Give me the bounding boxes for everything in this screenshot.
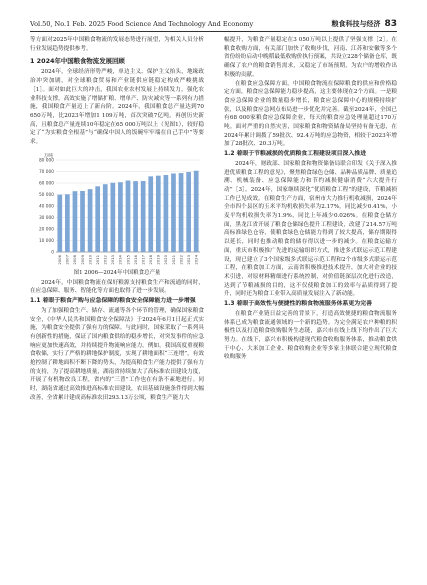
bar	[103, 184, 108, 252]
y-tick-label: 40 000	[38, 204, 54, 210]
y-tick-label: 10 000	[38, 238, 54, 244]
right-paragraph-3: 2024年，财政部、国家粮食和物资储备局联合印发《关于深入推进优质粮食工程的意见》，聚焦粮食绿色仓储、品种品质品牌、质量追溯、机械装备、应急保障能力和节约减损健康消费“六大提升行动”［3］。2024年，国家继续深化“优质粮食工程”的建设，节粮减损工作已见成效。在粮食生产方面，宿州市大力推行机收减损，2024年全市四个县区的玉米平均机收损失率为2.17%，同比减少0.41%，小麦平均机收损失率为1.9%，同比上年减少0.026%。在粮食仓储方面，黑龙江省开展了粮食仓储绿色提升工程建设，改建了214.57万吨高标准绿色仓容，使粮食绿色仓储能力得到了较大提高，储存期限得以延长，同时也推动粮食的储存得以进一步的减少。在粮食运输方面，重庆市积极推广先进的运输组织方式，推进多式联运示范工程建设，现已建立了3个国家级多式联运示范工程和2个市级多式联运示范工程，在粮食加工方面，云南省积极推进技术提升，加大对企业的技术引进，对原材料精细进行系统控制，对价值链深层次化进行改造，达到了节粮减损的目的，这不仅使粮食加工的效率与品质得到了提升，同时还为粮食工业带入高质量发展注入了新动能。	[224, 160, 397, 298]
bar	[80, 191, 85, 252]
x-tick-label: 2009	[79, 254, 85, 265]
x-tick-label: 2012	[102, 254, 108, 265]
x-tick-label: 2024	[193, 254, 199, 265]
figure-1-caption: 图1 2006—2024年中国粮食总产量	[73, 269, 161, 276]
x-tick-label: 2016	[132, 254, 138, 265]
x-tick-label: 2019	[155, 254, 161, 265]
x-tick-label: 2017	[140, 254, 146, 265]
page-header	[30, 18, 397, 30]
y-tick-label: 20 000	[38, 227, 54, 233]
right-paragraph-2: 在粮食应急保障方面，中国粮食物流在保障粮食的供应和价格稳定方面，粮食应急保障能力稳步提高，这主要体现在2个方面。一是粮食应急保障企业的数量稳步增长，粮食应急保障中心的规模持续扩张，以及粮食应急网点布局进一步优化并完善。截至2024年，全国已有68 000家粮食应急保障企业，每天的粮食应急处理量超过170万吨。面对严重的自然灾害，国家粮食和物资储备局坚持有备无患，在2024年累计调拨了59批次、92.4万吨的应急物资，相较于2023年增加了28批次、20.3万吨。	[224, 80, 397, 148]
subsection-1-1-title: 1.1 着眼于粮食产购与应急保障的粮食安全保障能力进一步增强	[30, 298, 196, 305]
bar	[65, 194, 70, 252]
y-axis-unit-label: 万吨	[43, 153, 53, 159]
figure-1	[30, 150, 204, 277]
journal-name-and-page	[331, 19, 397, 29]
y-tick-label: 30 000	[38, 215, 54, 221]
bar	[148, 176, 153, 252]
header-rule	[30, 31, 397, 32]
x-tick-label: 2021	[170, 254, 176, 265]
bar	[88, 189, 93, 252]
bar	[57, 194, 62, 251]
y-tick-label: 0	[51, 250, 54, 256]
y-tick-label: 70 000	[38, 169, 54, 175]
x-tick-label: 2010	[87, 254, 93, 265]
bar	[126, 180, 131, 251]
bar	[73, 191, 78, 252]
left-column	[30, 36, 204, 403]
section-1-paragraph-1: 2024年，全球经济形势严峻，单边主义、保护主义抬头，地缘政治冲突加剧，对全球粮食贸易和产业链供应链稳定构成严峻挑战［1］。面对如此巨大的冲击，我国农业农村发展上持续发力，强化农业科技支撑，高效实施了增储扩粮、增单产、防灾减灾等一系列有力措施，我国粮食产量迈上了新台阶。2024年，我国粮食总产量达到70 650万吨，比2023年增加1 109万吨，首次突破7亿吨，再创历史新高，且粮食总产量连续10年稳定在65 000万吨以上（见图1），较好稳定了“为实粮食全根基”与“确保中国人的饭碗牢牢端在自己手中”等要求。	[30, 69, 204, 146]
bar	[110, 183, 115, 252]
x-tick-label: 2014	[117, 254, 123, 265]
intro-paragraph: 等方面对2025年中国粮食物流的发展态势进行展望，为相关人员分析行业发展趋势提供参考。	[30, 37, 204, 52]
section-1-title: 1 2024年中国粮食物流发展回顾	[30, 57, 125, 66]
bar	[179, 173, 184, 252]
grain-output-bar-chart	[30, 150, 204, 268]
y-tick-label: 50 000	[38, 192, 54, 198]
x-tick-label: 2013	[110, 254, 116, 265]
journal-info: Vol.50, No.1 Feb. 2025 Food Science And Technology And Economy	[30, 20, 254, 28]
x-tick-label: 2011	[94, 254, 100, 265]
y-tick-label: 60 000	[38, 181, 54, 187]
bar	[186, 172, 191, 252]
bar	[171, 173, 176, 252]
x-tick-label: 2008	[72, 254, 78, 265]
bar	[141, 181, 146, 252]
subsection-1-2-title: 1.2 着眼于节粮减损的优质粮食工程建设项目深入推进	[224, 151, 367, 158]
x-tick-label: 2020	[163, 254, 169, 265]
x-tick-label: 2007	[64, 254, 70, 265]
bar	[194, 170, 199, 251]
bar	[164, 175, 169, 252]
bar	[95, 186, 100, 252]
journal-name: 粮食科技与经济	[331, 20, 381, 28]
x-tick-label: 2018	[148, 254, 154, 265]
subsection-1-1-paragraph: 为了加强粮食生产、储存、流通等各个环节的管理，确保国家粮食安全，《中华人民共和国粮食安全保障法》于2024年6月1日起正式实施，为粮食安全提供了强有力的保障。与此同时，国家采取了一系列具有创新性的措施，保证了国内粮食供给的稳步增长，对突发事件的应急响应更加快速高效，并持续提升物流响应能力。例如，我国高度重视粮食收储，实行了严格的耕地保护制度，实现了耕地面积“三连增”，有效抢控制了耕地面积不断下降的势头，为提高粮食生产能力提供了强有力的支持，为了提高耕地质量，湖南省持续加大了高标准农田建设力度，开展了有机物改良工程，省内的“三普”工作也在有条不紊地进行。同时，湖南省通过高效推进高标准农田建设，农田基础设施条件得到大幅改善，全省累计建成高标准农田293.13万公顷，粮食生产能力大	[30, 307, 204, 401]
x-tick-label: 2023	[185, 254, 191, 265]
page-number: 83	[384, 19, 397, 29]
right-column	[224, 36, 397, 362]
y-tick-label: 80 000	[38, 158, 54, 164]
x-tick-label: 2006	[57, 254, 63, 265]
right-paragraph-1: 幅提升，为粮食产量稳定在3 050万吨以上提供了坚强支撑［2］。在粮食收购方面，有关部门加快了收购步伐，河南、江苏和安徽等多个省份纷纷启动中晚稻最低收购价执行预案，共设立228个储备仓库，既确保了农户的粮食销售需求，又稳定了市场预期，为农户的增收作出积极的贡献。	[224, 37, 397, 78]
section-1-paragraph-2: 2024年，中国粮食物流在保好粮源支持粮食生产和流通的同时，在应急保障、服务、智能化等方面也取得了进一步发展。	[30, 279, 204, 295]
bar	[156, 175, 161, 251]
bar	[133, 181, 138, 252]
bar	[118, 182, 123, 252]
x-tick-label: 2015	[125, 254, 131, 265]
subsection-1-3-title: 1.3 着眼于高效性与便捷性的粮食物流服务体系更为完善	[224, 301, 372, 308]
right-paragraph-4: 在粮食产业链日益完善的背景下，打造高效便捷的粮食物流服务体系已成为粮食流通领域的一个新的趋势。为完全满足农户种粮的积极性以及打造粮食收购服务生态链，嘉兴市在线上线下均作出了巨大努力。在线下，嘉兴市积极构建现代粮食收购服务体系，推动粮食烘干中心、大米加工企业、粮食收购企业等多家主体联合建立现代粮食收购服务	[224, 310, 397, 361]
x-tick-label: 2022	[178, 254, 184, 265]
